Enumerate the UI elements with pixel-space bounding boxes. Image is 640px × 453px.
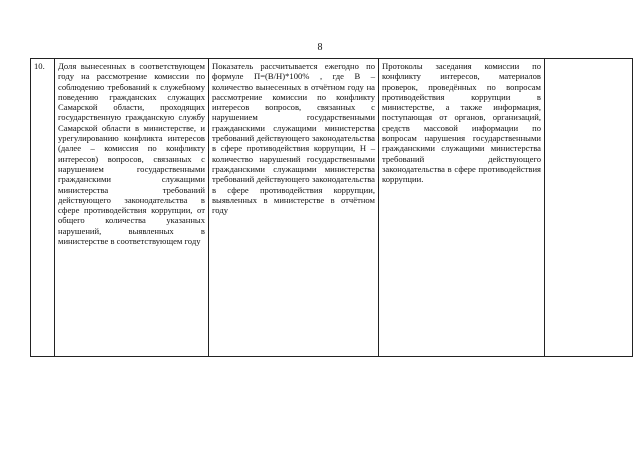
table-row: [31, 59, 633, 357]
empty-cell: [545, 59, 633, 357]
data-source-cell: Протоколы заседания комиссии по конфликту интересов, материалов проверок, проведённых по вопросам противодействия коррупции в министерстве, а также информация, поступающая от органов, организаций, средств массовой информации по вопросам нарушения государственными гражданскими служащими министерства требований действующего законодательства в сфере противодействия коррупции.: [379, 59, 545, 357]
indicator-name-cell: Доля вынесенных в соответствующем году на рассмотрение комиссии по соблюдению требований к служебному поведению гражданских служащих Самарской области, проходящих государственную гражданскую службу Самарской области в министерстве, и урегулированию конфликта интересов (далее – комиссия по конфликту интересов) вопросов, связанных с нарушением государственными гражданскими служащими министерства требований действующего законодательства в сфере противодействия коррупции, от общего количества указанных нарушений, выявленных в министерстве в соответствующем году: [55, 59, 209, 357]
row-number-cell: 10.: [31, 59, 55, 357]
indicator-table: [30, 58, 633, 357]
page-number: 8: [317, 42, 323, 53]
calculation-method-cell: Показатель рассчитывается ежегодно по формуле П=(В/Н)*100% , где В – количество вынесенных в отчётном году на рассмотрение комиссии по конфликту интересов вопросов, связанных с нарушением государственными гражданскими служащими министерства требований действующего законодательства в сфере противодействия коррупции, Н – количество нарушений государственными гражданскими служащими министерства требований действующего законодательства в сфере противодействия коррупции, выявленных в министерстве в отчётном году: [209, 59, 379, 357]
